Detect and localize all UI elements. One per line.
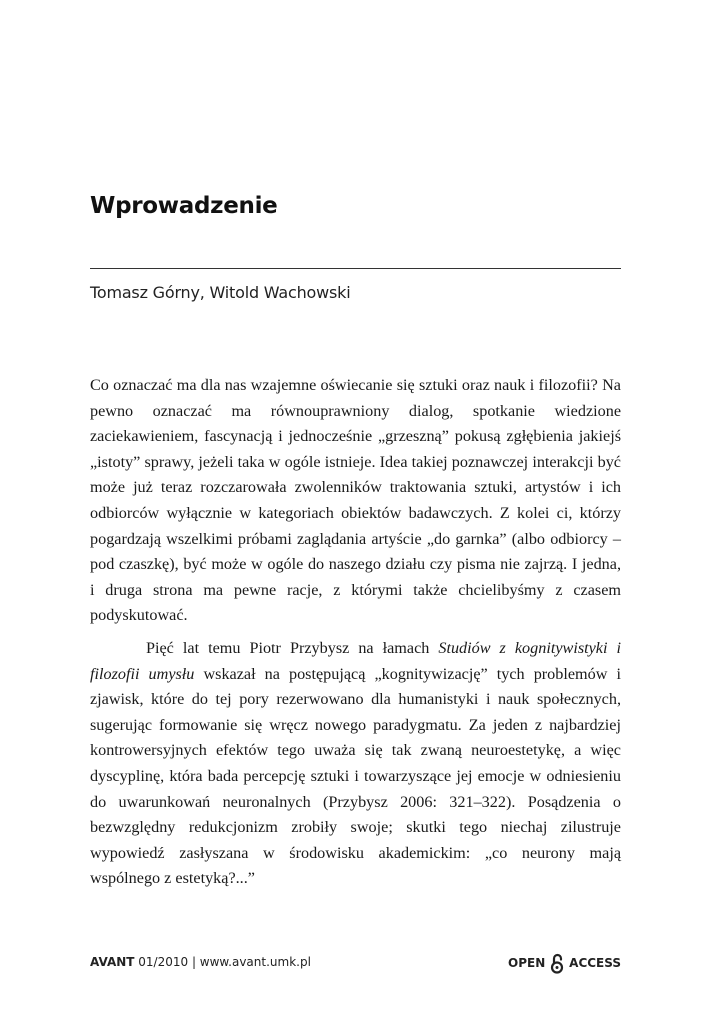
- access-label: ACCESS: [569, 956, 621, 970]
- open-label: OPEN: [508, 956, 546, 970]
- article-title: Wprowadzenie: [90, 193, 278, 219]
- paragraph-2: [90, 636, 621, 892]
- open-access-lock-icon: [549, 952, 565, 974]
- journal-brand: AVANT: [90, 955, 135, 969]
- issue-and-url: 01/2010 | www.avant.umk.pl: [134, 955, 311, 969]
- open-access-badge: [508, 952, 621, 974]
- footer-citation: [90, 955, 311, 969]
- journal-title: Studiów z kognitywistyki i filozofii umysłu: [90, 638, 621, 683]
- title-divider: [90, 268, 621, 269]
- article-body: [90, 373, 621, 892]
- paragraph-1: Co oznaczać ma dla nas wzajemne oświecanie się sztuki oraz nauk i filozofii? Na pewno oznaczać ma równouprawniony dialog, spotkanie wiedzione zaciekawieniem, fascynacją i jednocześnie „grzeszną” pokusą zgłębienia jakiejś „istoty” sprawy, jeżeli taka w ogóle istnieje. Idea takiej poznawczej interakcji być może już teraz rozczarowała zwolenników traktowania sztuki, artystów i ich odbiorców wyłącznie w kategoriach obiektów badawczych. Z kolei ci, którzy pogardzają wszelkimi próbami zaglądania artyście „do garnka” (albo odbiorcy – pod czaszkę), być może w ogóle do naszego działu czy pisma nie zajrzą. I jedna, i druga strona ma pewne racje, z którymi także chcielibyśmy z czasem podyskutować.: [90, 376, 621, 625]
- paragraph-2-lead: Pięć lat temu Piotr Przybysz na łamach: [146, 638, 439, 657]
- paragraph-2-rest: wskazał na postępującą „kognitywizację” tych problemów i zjawisk, które do tej pory rezerwowano dla humanistyki i nauk społecznych, sugerując formowanie się wręcz nowego paradygmatu. Za jeden z najbardziej kontrowersyjnych efektów tego uważa się tak zwaną neuroestetykę, a więc dyscyplinę, która bada percepcję sztuki i towarzyszące jej emocje w odniesieniu do uwarunkowań neuronalnych (Przybysz 2006: 321–322). Posądzenia o bezwzględny redukcjonizm zrobiły swoje; skutki tego niechaj zilustruje wypowiedź zasłyszana w środowisku akademickim: „co neurony mają wspólnego z estetyką?...”: [90, 664, 621, 888]
- article-authors: Tomasz Górny, Witold Wachowski: [90, 283, 351, 302]
